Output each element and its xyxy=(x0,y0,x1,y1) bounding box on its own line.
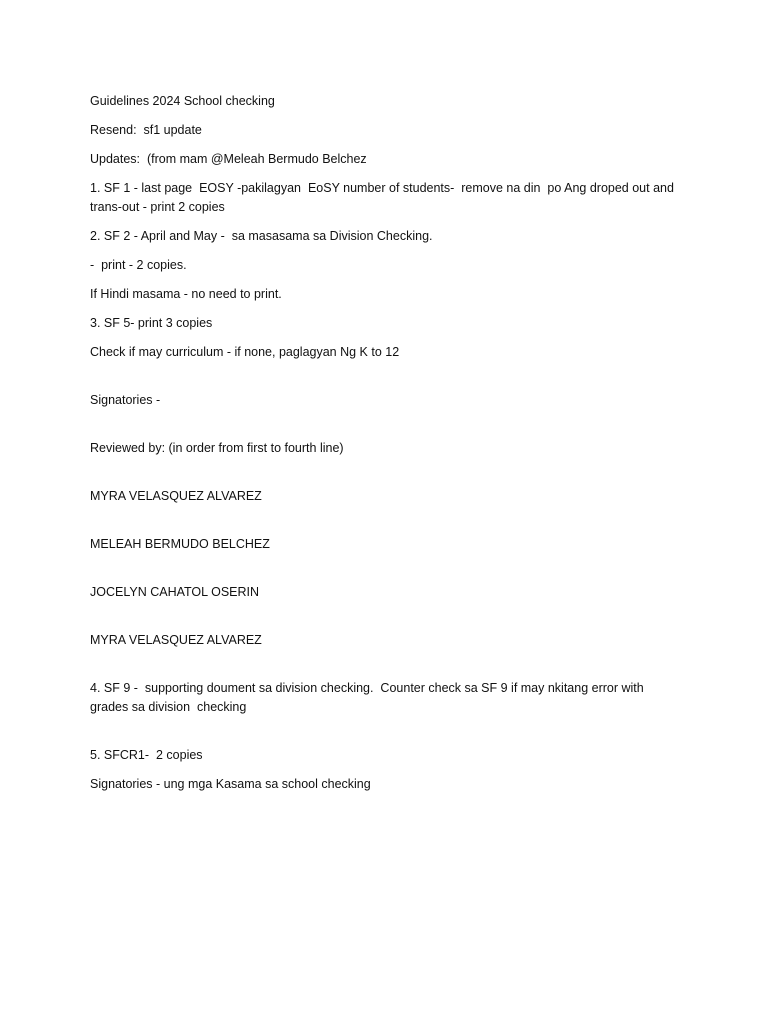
document-body xyxy=(90,92,680,804)
spacer xyxy=(90,612,680,631)
item-sf2-note: If Hindi masama - no need to print. xyxy=(90,287,282,301)
spacer xyxy=(90,564,680,583)
spacer xyxy=(90,660,680,679)
spacer xyxy=(90,516,680,535)
updates-line: Updates: (from mam @Meleah Bermudo Belchez xyxy=(90,152,367,166)
reviewer-name-2: MELEAH BERMUDO BELCHEZ xyxy=(90,537,270,551)
document-title: Guidelines 2024 School checking xyxy=(90,94,275,108)
reviewer-name-1: MYRA VELASQUEZ ALVAREZ xyxy=(90,489,262,503)
item-sf9: 4. SF 9 - supporting doument sa division checking. Counter check sa SF 9 if may nkitang error with grades sa division checking xyxy=(90,681,648,714)
item-sf2: 2. SF 2 - April and May - sa masasama sa Division Checking. xyxy=(90,229,433,243)
reviewed-by-line: Reviewed by: (in order from first to fourth line) xyxy=(90,441,344,455)
item-sf1: 1. SF 1 - last page EOSY -pakilagyan EoSY number of students- remove na din po Ang droped out and trans-out - print 2 copies xyxy=(90,181,678,214)
item-sfcr1-signatories: Signatories - ung mga Kasama sa school checking xyxy=(90,777,371,791)
resend-line: Resend: sf1 update xyxy=(90,123,202,137)
spacer xyxy=(90,372,680,391)
reviewer-name-4: MYRA VELASQUEZ ALVAREZ xyxy=(90,633,262,647)
item-sfcr1: 5. SFCR1- 2 copies xyxy=(90,748,203,762)
item-sf2-print: - print - 2 copies. xyxy=(90,258,187,272)
spacer xyxy=(90,420,680,439)
spacer xyxy=(90,727,680,746)
signatories-label: Signatories - xyxy=(90,393,161,407)
spacer xyxy=(90,468,680,487)
item-sf5: 3. SF 5- print 3 copies xyxy=(90,316,213,330)
reviewer-name-3: JOCELYN CAHATOL OSERIN xyxy=(90,585,260,599)
item-sf5-note: Check if may curriculum - if none, paglagyan Ng K to 12 xyxy=(90,345,400,359)
